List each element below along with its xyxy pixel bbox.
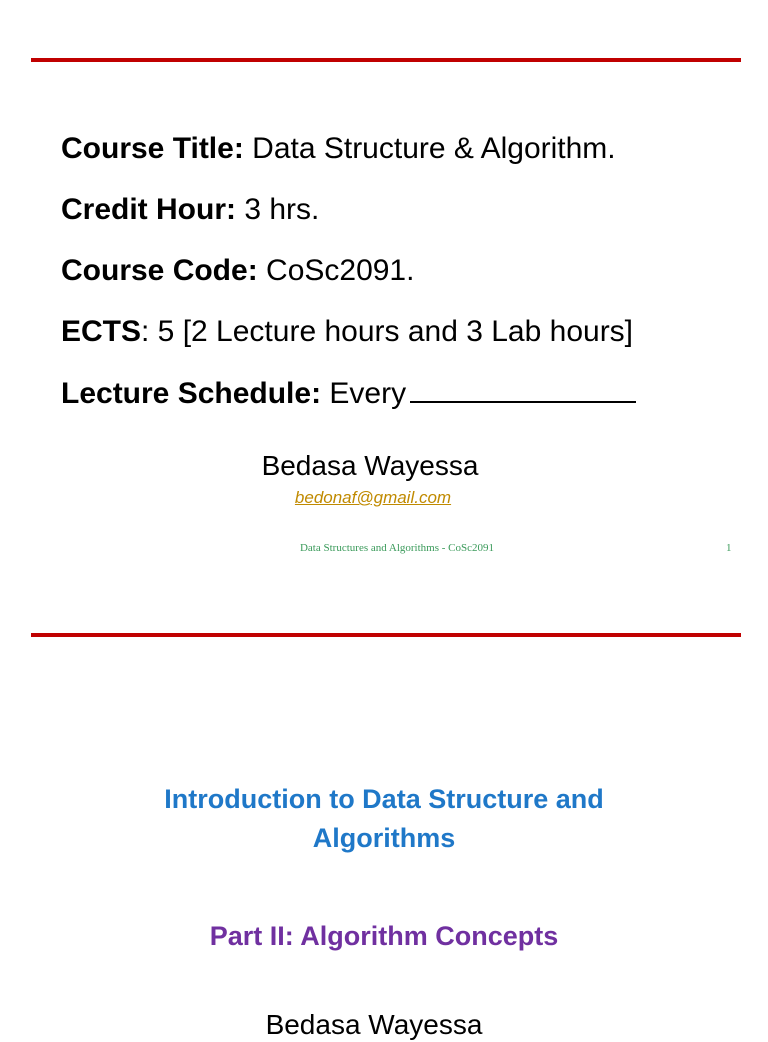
schedule-blank-line xyxy=(410,400,636,403)
slide-footer: Data Structures and Algorithms - CoSc2091 xyxy=(299,542,494,554)
ects-label: ECTS xyxy=(61,315,142,348)
ects-line xyxy=(61,314,633,350)
course-title-value: Data Structure & Algorithm. xyxy=(243,132,616,165)
ects-value: : 5 [2 Lecture hours and 3 Lab hours] xyxy=(141,315,634,348)
lecture-schedule-value: Every xyxy=(321,377,407,410)
course-code-value: CoSc2091. xyxy=(257,254,415,287)
slide2-author-name: Bedasa Wayessa xyxy=(265,1009,483,1040)
author-email-link[interactable]: bedonaf@gmail.com xyxy=(294,488,452,507)
course-code-line xyxy=(61,253,414,289)
credit-hour-line xyxy=(61,192,319,228)
slide2-subtitle: Part II: Algorithm Concepts xyxy=(209,921,559,951)
credit-hour-label: Credit Hour: xyxy=(61,193,236,226)
lecture-schedule-line xyxy=(61,376,636,412)
top-divider xyxy=(31,58,741,62)
course-title-label: Course Title: xyxy=(61,132,244,165)
slide2-title-line2: Algorithms xyxy=(312,823,456,853)
page-number: 1 xyxy=(726,542,732,554)
course-title-line xyxy=(61,131,616,167)
credit-hour-value: 3 hrs. xyxy=(236,193,320,226)
course-code-label: Course Code: xyxy=(61,254,258,287)
slide2-title xyxy=(0,780,768,858)
second-slide-divider xyxy=(31,633,741,637)
author-name: Bedasa Wayessa xyxy=(261,450,479,481)
slide2-title-line1: Introduction to Data Structure and xyxy=(164,784,604,814)
lecture-schedule-label: Lecture Schedule: xyxy=(61,377,322,410)
